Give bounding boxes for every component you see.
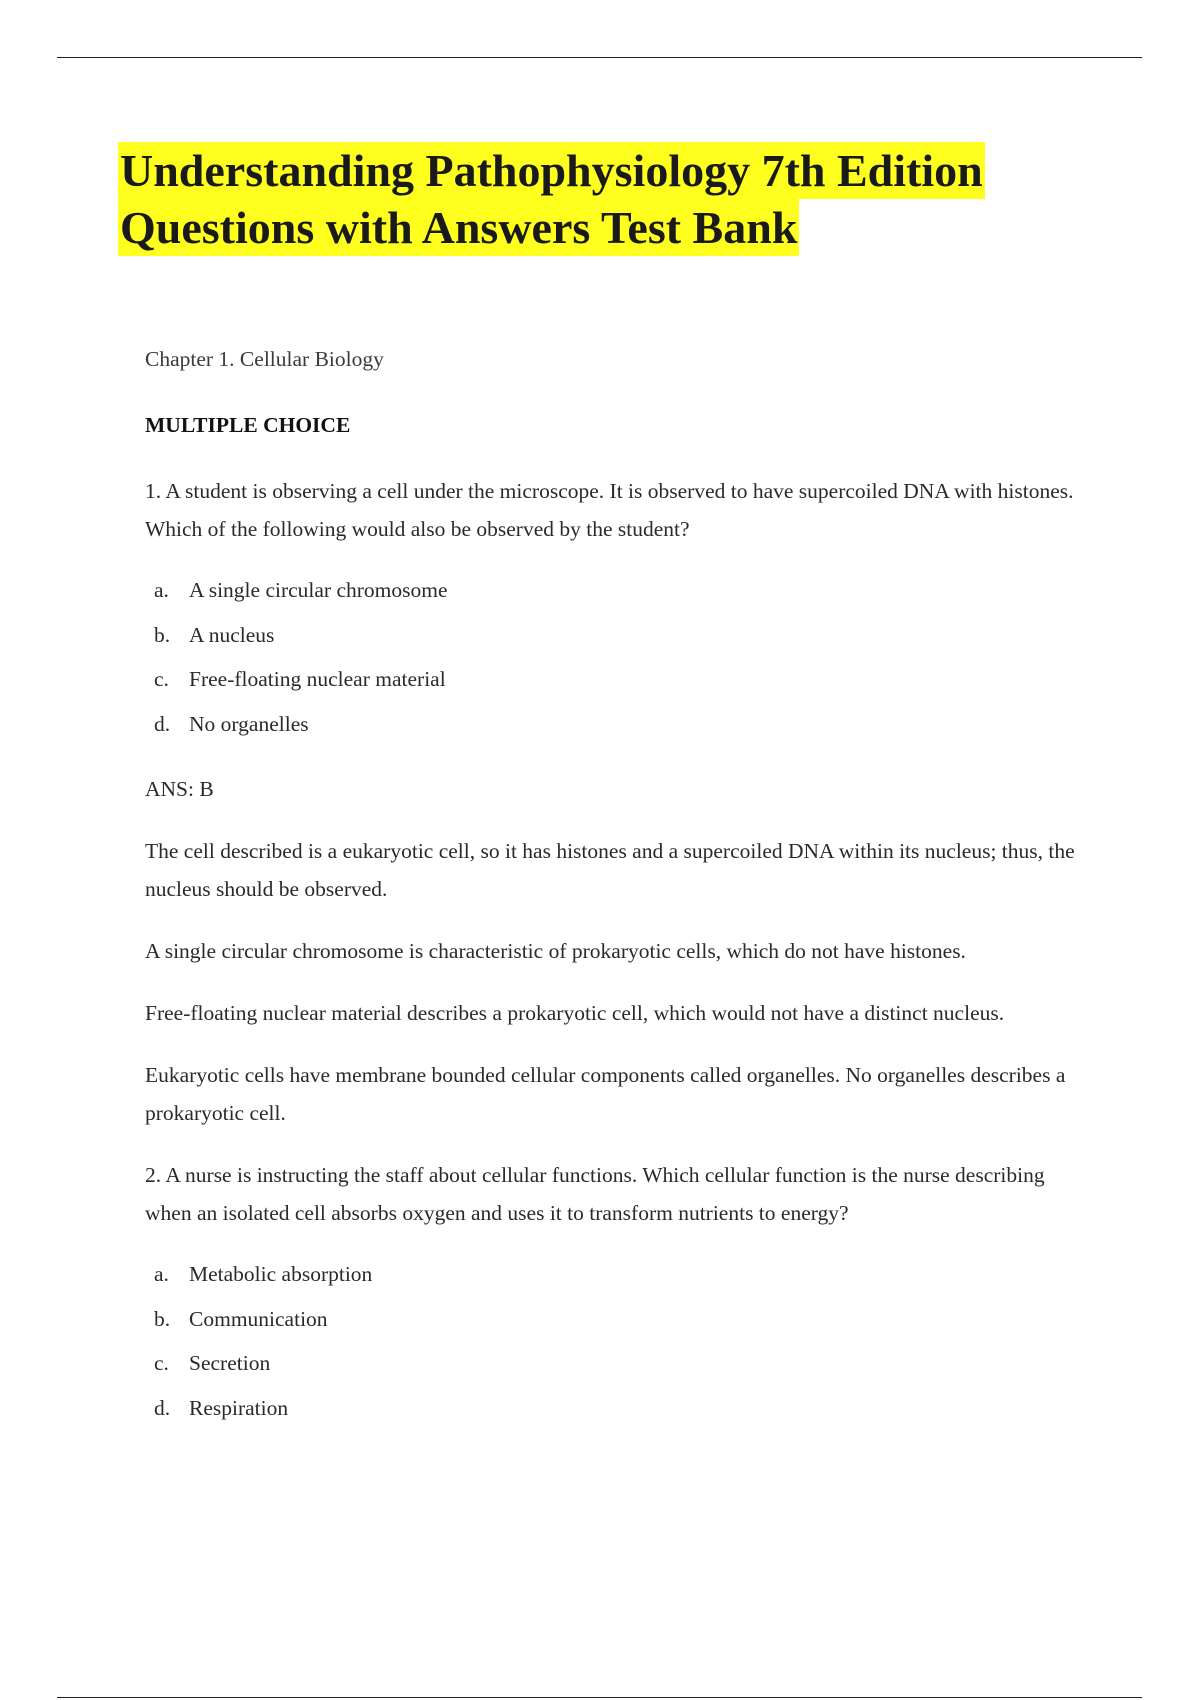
option-letter: c.: [154, 1351, 169, 1375]
option-letter: b.: [154, 1306, 171, 1331]
title-line-2: Questions with Answers Test Bank: [118, 199, 799, 256]
rationale-paragraph: A single circular chromosome is characteristic of prokaryotic cells, which do not have histones.: [145, 939, 966, 963]
option-letter: a.: [154, 1262, 169, 1286]
option-text: Metabolic absorption: [189, 1262, 373, 1286]
option-text: Communication: [189, 1306, 328, 1331]
document-title: [118, 142, 985, 256]
question-1-options: [145, 568, 1085, 746]
option-letter: c.: [154, 667, 169, 691]
question-1-answer: ANS: B: [145, 777, 214, 801]
option-item: [145, 1252, 1085, 1297]
option-letter: d.: [154, 1395, 171, 1420]
option-text: Respiration: [189, 1395, 289, 1420]
option-letter: d.: [154, 711, 171, 736]
rationale-paragraph: The cell described is a eukaryotic cell, so it has histones and a supercoiled DNA within its nucleus; thus, the nucleus should be observed.: [145, 839, 1075, 901]
bottom-rule: [57, 1697, 1142, 1698]
option-item: [145, 613, 1085, 658]
question-1-text: 1. A student is observing a cell under the microscope. It is observed to have supercoiled DNA with histones. Which of the following would also be observed by the student?: [145, 479, 1074, 541]
option-letter: a.: [154, 578, 169, 602]
option-text: No organelles: [189, 711, 309, 736]
option-letter: b.: [154, 622, 171, 647]
option-item: [145, 702, 1085, 747]
option-item: [145, 568, 1085, 613]
option-item: [145, 657, 1085, 702]
rationale-paragraph: Free-floating nuclear material describes a prokaryotic cell, which would not have a distinct nucleus.: [145, 1001, 1005, 1025]
option-text: Secretion: [189, 1351, 271, 1375]
rationale-paragraph: Eukaryotic cells have membrane bounded cellular components called organelles. No organelles describes a prokaryotic cell.: [145, 1063, 1066, 1125]
question-2-text: 2. A nurse is instructing the staff about cellular functions. Which cellular function is the nurse describing when an isolated cell absorbs oxygen and uses it to transform nutrients to energy?: [145, 1163, 1045, 1225]
chapter-heading: Chapter 1. Cellular Biology: [145, 347, 384, 371]
section-heading: MULTIPLE CHOICE: [145, 413, 351, 437]
option-text: A single circular chromosome: [189, 578, 448, 602]
title-line-1: Understanding Pathophysiology 7th Edition: [118, 142, 985, 199]
option-text: Free-floating nuclear material: [189, 667, 446, 691]
option-item: [145, 1297, 1085, 1342]
option-item: [145, 1386, 1085, 1431]
option-item: [145, 1341, 1085, 1386]
option-text: A nucleus: [189, 622, 275, 647]
question-2-options: [145, 1252, 1085, 1430]
top-rule: [57, 57, 1142, 58]
document-body: [145, 340, 1085, 1454]
